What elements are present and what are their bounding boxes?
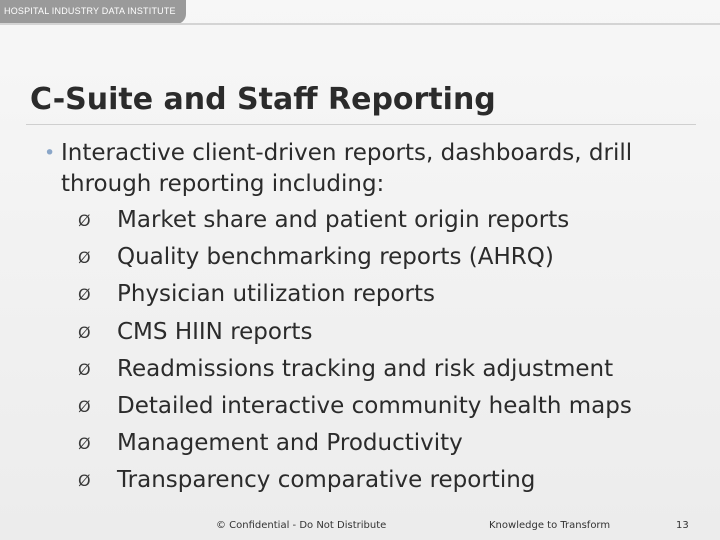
list-item (78, 279, 698, 316)
header-bar (0, 0, 186, 24)
arrow-bullet-icon: Ø (78, 285, 91, 305)
list-item-text: Readmissions tracking and risk adjustment (117, 355, 614, 382)
arrow-bullet-icon: Ø (78, 359, 91, 379)
list-item-text: Physician utilization reports (117, 281, 435, 308)
list-item-text: Market share and patient origin reports (117, 207, 570, 233)
arrow-bullet-icon: Ø (78, 471, 91, 491)
footer-confidential: © Confidential - Do Not Distribute (216, 520, 387, 531)
header-rule (0, 23, 720, 25)
list-item-text: Transparency comparative reporting (117, 467, 536, 494)
list-item (78, 465, 698, 502)
main-bullet-text: Interactive client-driven reports, dashboards, drill through reporting including: (61, 140, 633, 197)
slide-title: C-Suite and Staff Reporting (30, 82, 496, 117)
bullet-dot-icon: • (44, 142, 56, 164)
list-item (78, 391, 698, 428)
list-item-text: Detailed interactive community health maps (117, 392, 632, 419)
list-item-text: CMS HIIN reports (117, 318, 313, 345)
arrow-bullet-icon: Ø (78, 211, 91, 230)
title-divider (26, 124, 696, 125)
list-item (78, 354, 698, 391)
list-item-text: Quality benchmarking reports (AHRQ) (117, 244, 554, 271)
arrow-bullet-icon: Ø (78, 322, 91, 342)
list-item (78, 205, 698, 242)
list-item (78, 317, 698, 354)
sub-bullet-list (78, 205, 698, 503)
arrow-bullet-icon: Ø (78, 434, 91, 454)
list-item (78, 428, 698, 465)
page-number: 13 (676, 520, 689, 531)
arrow-bullet-icon: Ø (78, 396, 91, 416)
list-item (78, 242, 698, 279)
arrow-bullet-icon: Ø (78, 248, 91, 268)
footer-tagline: Knowledge to Transform (489, 520, 611, 531)
org-name: HOSPITAL INDUSTRY DATA INSTITUTE (4, 6, 176, 16)
list-item-text: Management and Productivity (117, 430, 463, 457)
